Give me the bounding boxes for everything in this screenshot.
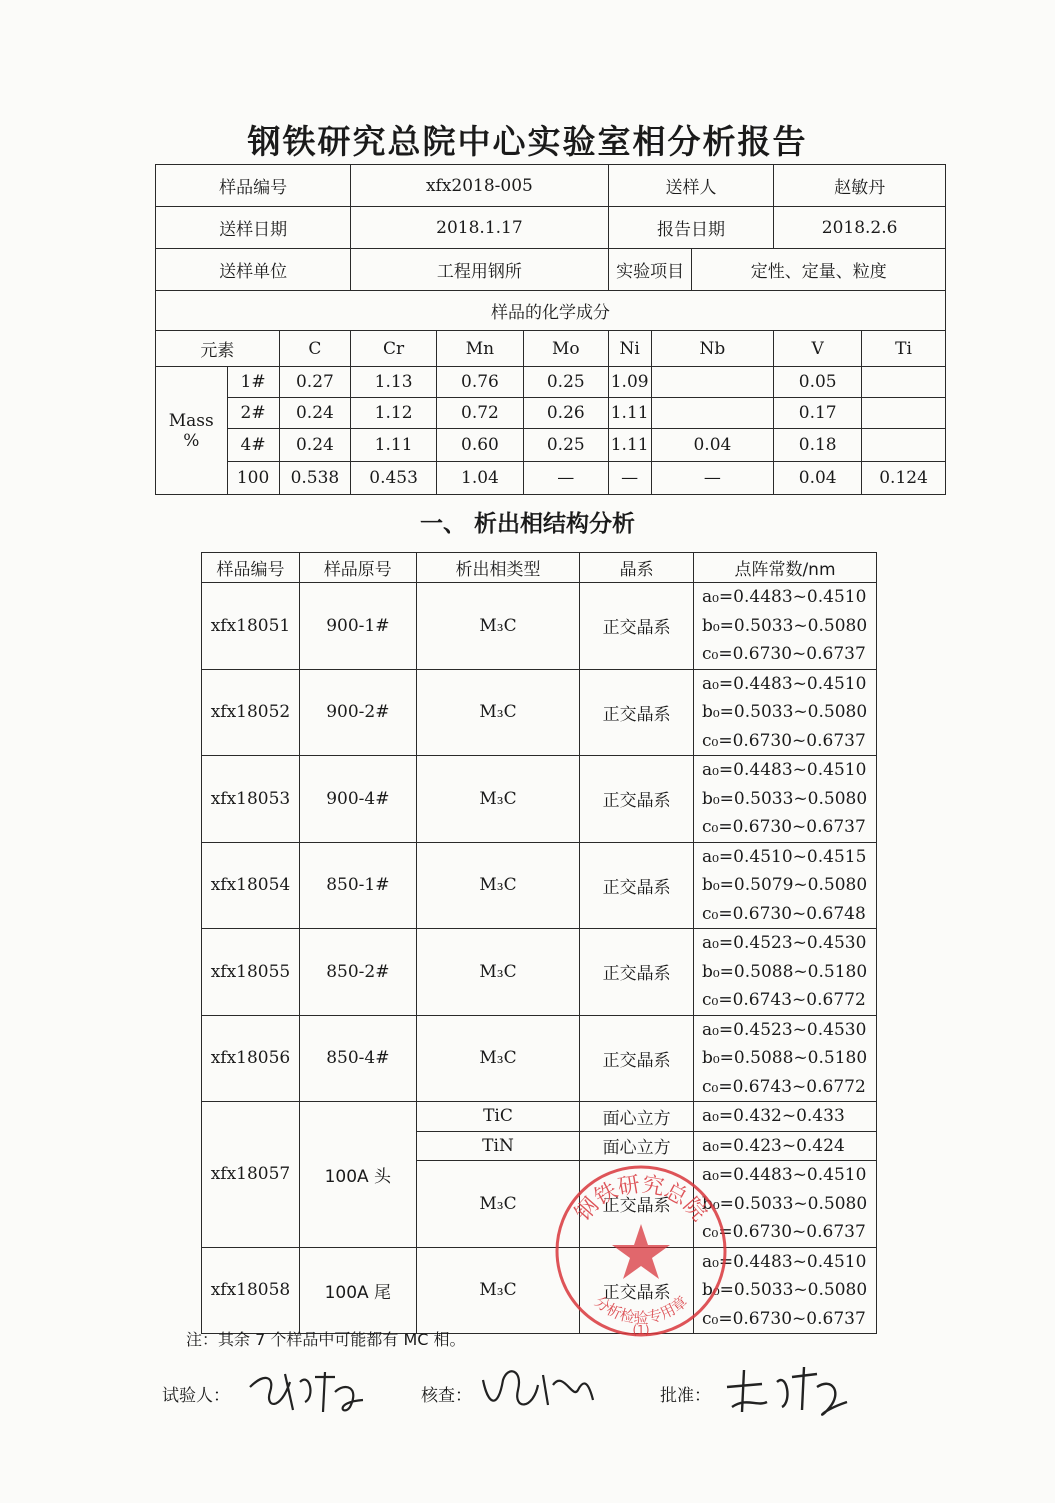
sample-id: xfx18052 xyxy=(202,669,300,756)
tester-signature xyxy=(245,1362,370,1422)
phase-row xyxy=(202,669,877,756)
sample-id: xfx18058 xyxy=(202,1247,300,1334)
orig-id: 900-4# xyxy=(299,756,416,843)
sample-no-value: xfx2018-005 xyxy=(351,165,609,207)
phase-type: TiN xyxy=(416,1131,580,1161)
lattice-constants xyxy=(693,583,876,670)
row-id: 100 xyxy=(227,462,279,495)
phase-type: M₃C xyxy=(416,1161,580,1248)
chem-cell: 1.04 xyxy=(437,462,524,495)
chem-cell xyxy=(862,429,946,462)
element-header: Ti xyxy=(862,331,946,367)
lattice-a: a₀=0.4510~0.4515 xyxy=(701,846,867,867)
sample-id: xfx18056 xyxy=(202,1015,300,1102)
orig-id: 100A 尾 xyxy=(299,1247,416,1334)
crystal-system: 正交晶系 xyxy=(580,929,694,1016)
stamp-bottom-text xyxy=(591,1292,691,1326)
chem-cell: 0.04 xyxy=(651,429,774,462)
chem-title: 样品的化学成分 xyxy=(156,291,946,331)
report-date-label: 报告日期 xyxy=(608,207,774,249)
project-value: 定性、定量、粒度 xyxy=(692,249,946,291)
chem-cell: 0.27 xyxy=(279,367,351,398)
phase-row xyxy=(202,756,877,843)
crystal-system: 面心立方 xyxy=(580,1102,694,1132)
sample-id: xfx18053 xyxy=(202,756,300,843)
phase-rows xyxy=(202,583,877,1102)
lattice-c: c₀=0.6730~0.6737 xyxy=(701,817,866,837)
lattice-constant: a₀=0.432~0.433 xyxy=(693,1102,876,1132)
stamp-top-text xyxy=(571,1172,712,1226)
crystal-system: 正交晶系 xyxy=(580,669,694,756)
sender-label: 送样人 xyxy=(608,165,774,207)
chem-cell: 1.11 xyxy=(608,429,651,462)
lattice-constants xyxy=(693,842,876,929)
checker-label: 核查： xyxy=(421,1386,472,1406)
lattice-constants xyxy=(693,756,876,843)
send-date-value: 2018.1.17 xyxy=(351,207,609,249)
chem-cell xyxy=(862,367,946,398)
crystal-system: 正交晶系 xyxy=(580,1161,694,1248)
lattice-b: b₀=0.5033~0.5080 xyxy=(701,1280,868,1300)
unit-label: 送样单位 xyxy=(156,249,351,291)
element-header: Ni xyxy=(608,331,651,367)
sample-id: xfx18055 xyxy=(202,929,300,1016)
lattice-c: c₀=0.6730~0.6737 xyxy=(701,730,866,751)
tester-label: 试验人： xyxy=(162,1386,230,1406)
element-header: Mo xyxy=(523,331,608,367)
chem-cell: 0.453 xyxy=(351,462,437,495)
lattice-c: c₀=0.6743~0.6772 xyxy=(701,1076,866,1097)
sample-id: xfx18057 xyxy=(202,1102,300,1248)
sample-no-label: 样品编号 xyxy=(156,165,351,207)
phase-row xyxy=(202,929,877,1016)
crystal-system: 正交晶系 xyxy=(580,842,694,929)
lattice-a: a₀=0.4523~0.4530 xyxy=(701,933,867,953)
element-header: Cr xyxy=(351,331,437,367)
chem-cell xyxy=(862,398,946,429)
row-id: 4# xyxy=(227,429,279,462)
stamp-top-path: 钢铁研究总院 xyxy=(570,1172,712,1227)
row-id: 2# xyxy=(227,398,279,429)
phase-type: M₃C xyxy=(416,669,580,756)
chem-cell: 0.25 xyxy=(523,367,608,398)
lattice-b: b₀=0.5033~0.5080 xyxy=(701,788,868,809)
orig-id: 850-4# xyxy=(299,1015,416,1102)
crystal-system: 正交晶系 xyxy=(580,583,694,670)
chem-cell: 1.11 xyxy=(351,429,437,462)
element-header: C xyxy=(279,331,351,367)
crystal-system: 正交晶系 xyxy=(580,756,694,843)
phase-header: 晶系 xyxy=(580,553,694,583)
phase-type: M₃C xyxy=(416,756,580,843)
phase-header: 析出相类型 xyxy=(416,553,580,583)
lattice-a: a₀=0.4483~0.4510 xyxy=(701,587,867,607)
lattice-c: c₀=0.6730~0.6737 xyxy=(701,1308,866,1329)
phase-row xyxy=(202,1015,877,1102)
phase-type: M₃C xyxy=(416,1015,580,1102)
lattice-a: a₀=0.4483~0.4510 xyxy=(701,1251,867,1272)
crystal-system: 面心立方 xyxy=(580,1131,694,1161)
chem-cell: 0.04 xyxy=(774,462,862,495)
lattice-c: c₀=0.6730~0.6748 xyxy=(701,903,866,924)
phase-row xyxy=(202,842,877,929)
chem-cell: 0.60 xyxy=(437,429,524,462)
chem-cell xyxy=(651,398,774,429)
lattice-c: c₀=0.6730~0.6737 xyxy=(701,644,866,664)
chem-cell: 0.24 xyxy=(279,429,351,462)
mass-label-text: Mass xyxy=(168,410,214,431)
project-label: 实验项目 xyxy=(608,249,692,291)
unit-value: 工程用钢所 xyxy=(351,249,609,291)
chem-cell: 0.72 xyxy=(437,398,524,429)
orig-id: 100A 头 xyxy=(299,1102,416,1248)
stamp-bottom-path: 分析检验专用章 xyxy=(590,1292,692,1327)
phase-type: TiC xyxy=(416,1102,580,1132)
lattice-constants xyxy=(693,669,876,756)
lattice-constants xyxy=(693,929,876,1016)
chem-cell: 1.11 xyxy=(608,398,651,429)
chem-cell: 0.05 xyxy=(774,367,862,398)
phase-header: 样品编号 xyxy=(202,553,300,583)
checker-signature xyxy=(478,1360,598,1420)
lattice-a: a₀=0.4483~0.4510 xyxy=(701,760,867,780)
sample-info-table xyxy=(155,164,946,495)
lattice-b: b₀=0.5088~0.5180 xyxy=(701,1048,868,1068)
sample-id: xfx18054 xyxy=(202,842,300,929)
chem-cell: — xyxy=(651,462,774,495)
lattice-b: b₀=0.5079~0.5080 xyxy=(701,875,868,895)
orig-id: 900-2# xyxy=(299,669,416,756)
chem-cell: 1.13 xyxy=(351,367,437,398)
element-label: 元素 xyxy=(156,331,280,367)
send-date-label: 送样日期 xyxy=(156,207,351,249)
report-title: 钢铁研究总院中心实验室相分析报告 xyxy=(247,122,808,161)
element-header: V xyxy=(774,331,862,367)
phase-row xyxy=(202,583,877,670)
chem-cell: 1.09 xyxy=(608,367,651,398)
chem-cell: 0.17 xyxy=(774,398,862,429)
note: 注：其余 7 个样品中可能都有 MC 相。 xyxy=(186,1330,466,1349)
lattice-c: c₀=0.6730~0.6737 xyxy=(701,1222,866,1242)
phase-header: 点阵常数/nm xyxy=(693,553,876,583)
mass-label xyxy=(156,367,228,495)
chem-cell: 0.24 xyxy=(279,398,351,429)
lattice-b: b₀=0.5033~0.5080 xyxy=(701,1193,868,1214)
approver-signature xyxy=(722,1362,852,1422)
official-stamp xyxy=(552,1162,730,1340)
sender-value: 赵敏丹 xyxy=(774,165,946,207)
phase-type: M₃C xyxy=(416,929,580,1016)
crystal-system: 正交晶系 xyxy=(580,1015,694,1102)
chem-cell: 0.124 xyxy=(862,462,946,495)
chem-cell: — xyxy=(608,462,651,495)
chem-cell: 1.12 xyxy=(351,398,437,429)
row-id: 1# xyxy=(227,367,279,398)
chem-cell: 0.76 xyxy=(437,367,524,398)
element-header: Nb xyxy=(651,331,774,367)
lattice-a: a₀=0.4483~0.4510 xyxy=(701,1165,867,1185)
phase-type: M₃C xyxy=(416,583,580,670)
stamp-star-icon xyxy=(612,1224,670,1279)
lattice-constant: a₀=0.423~0.424 xyxy=(693,1131,876,1161)
phase-header: 样品原号 xyxy=(299,553,416,583)
chem-cell: 0.25 xyxy=(523,429,608,462)
phase-type: M₃C xyxy=(416,1247,580,1334)
section-title: 一、 析出相结构分析 xyxy=(419,511,635,537)
phase-type: M₃C xyxy=(416,842,580,929)
orig-id: 900-1# xyxy=(299,583,416,670)
element-header: Mn xyxy=(437,331,524,367)
chem-cell: 0.18 xyxy=(774,429,862,462)
phase-table xyxy=(201,552,877,1334)
approver-label: 批准： xyxy=(660,1386,711,1406)
crystal-system: 正交晶系 xyxy=(580,1247,694,1334)
lattice-constants xyxy=(693,1015,876,1102)
report-date-value: 2018.2.6 xyxy=(774,207,946,249)
lattice-c: c₀=0.6743~0.6772 xyxy=(701,990,866,1010)
chem-cell: 0.538 xyxy=(279,462,351,495)
chem-cell: 0.26 xyxy=(523,398,608,429)
chem-cell xyxy=(651,367,774,398)
orig-id: 850-1# xyxy=(299,842,416,929)
orig-id: 850-2# xyxy=(299,929,416,1016)
lattice-a: a₀=0.4483~0.4510 xyxy=(701,673,867,694)
lattice-b: b₀=0.5088~0.5180 xyxy=(701,961,868,982)
chem-cell: — xyxy=(523,462,608,495)
lattice-a: a₀=0.4523~0.4530 xyxy=(701,1019,867,1040)
sample-id: xfx18051 xyxy=(202,583,300,670)
lattice-b: b₀=0.5033~0.5080 xyxy=(701,702,868,722)
stamp-num: (1) xyxy=(632,1323,650,1337)
mass-label-unit: % xyxy=(183,430,200,451)
lattice-b: b₀=0.5033~0.5080 xyxy=(701,615,868,636)
